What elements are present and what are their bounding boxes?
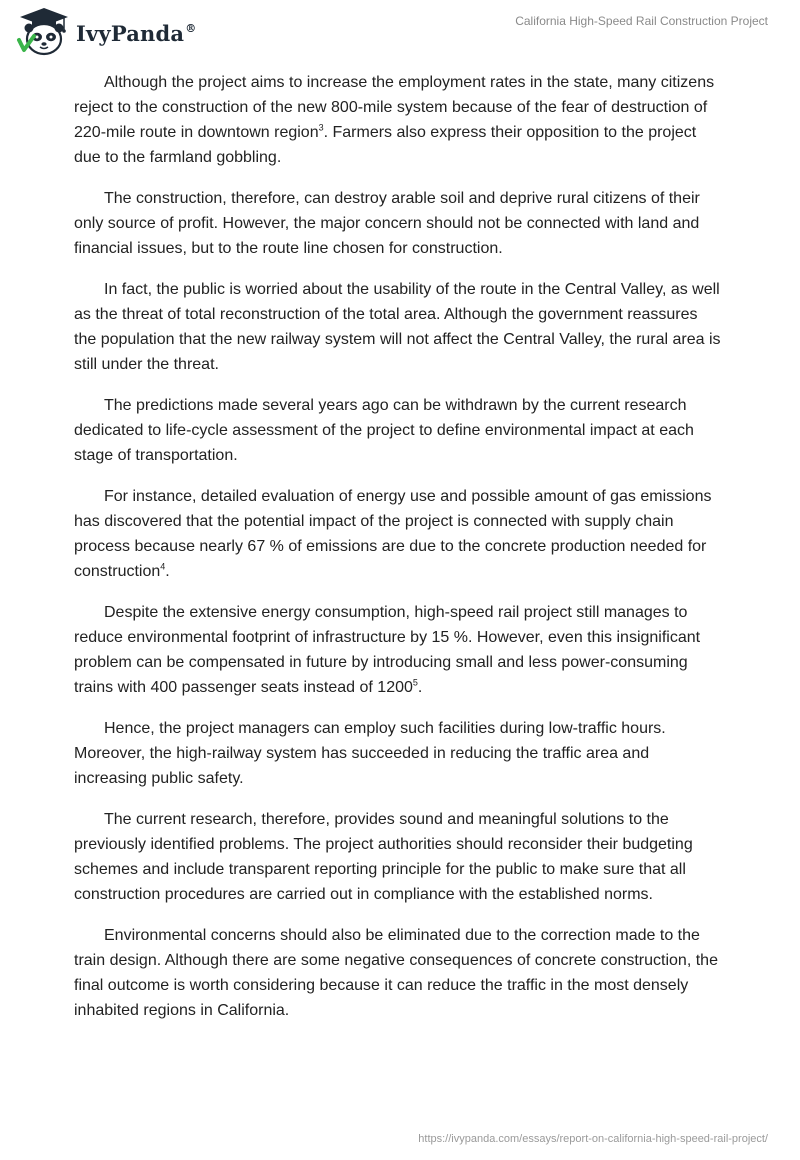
paragraph-text: Despite the extensive energy consumption, high-speed rail project still manages to reduce environmental footprint of infrastructure by 15 %. However, even this insignificant problem can be compensated in future by introducing small and less power-consuming trains with 400 passenger seats instead of 1200 xyxy=(74,604,701,696)
paragraph xyxy=(74,484,724,584)
paragraph xyxy=(74,923,724,1023)
source-url[interactable]: https://ivypanda.com/essays/report-on-california-high-speed-rail-project/ xyxy=(418,1133,768,1145)
document-title: California High-Speed Rail Construction Project xyxy=(515,14,768,28)
paragraph-text: Environmental concerns should also be eliminated due to the correction made to the train design. Although there are some negative consequences of concrete construction, the final outcome is worth considering because it can reduce the traffic in the most densely inhabited regions in California. xyxy=(74,927,718,1019)
registered-mark: ® xyxy=(185,21,197,35)
footnote-ref[interactable]: 5 xyxy=(412,677,418,688)
essay-body xyxy=(74,70,724,1039)
paragraph xyxy=(74,393,724,468)
page-header xyxy=(0,0,800,70)
brand-name xyxy=(76,21,196,46)
paragraph xyxy=(74,716,724,791)
brand-name-text: IvyPanda xyxy=(76,20,185,46)
paragraph xyxy=(74,277,724,377)
paragraph-text: Although the project aims to increase the employment rates in the state, many citizens reject to the construction of the new 800-mile system because of the fear of destruction of 220-mile route in downtown region xyxy=(74,74,715,141)
paragraph-text-cont: . xyxy=(165,563,170,580)
paragraph xyxy=(74,807,724,907)
paragraph-text-cont: . Farmers also express their opposition to the project due to the farmland gobbling. xyxy=(74,124,697,166)
paragraph-text: The current research, therefore, provides sound and meaningful solutions to the previously identified problems. The project authorities should reconsider their budgeting schemes and include transparent reporting principle for the public to make sure that all construction procedures are carried out in compliance with the established norms. xyxy=(74,811,693,903)
paragraph-text: The predictions made several years ago can be withdrawn by the current research dedicated to life-cycle assessment of the project to define environmental impact at each stage of transportation. xyxy=(74,397,694,464)
brand-logo[interactable] xyxy=(16,6,196,58)
paragraph xyxy=(74,186,724,261)
paragraph xyxy=(74,600,724,700)
panda-graduate-icon xyxy=(16,6,72,58)
paragraph-text: The construction, therefore, can destroy arable soil and deprive rural citizens of their only source of profit. However, the major concern should not be connected with land and financial issues, but to the route line chosen for construction. xyxy=(74,190,700,257)
paragraph-text: For instance, detailed evaluation of energy use and possible amount of gas emissions has discovered that the potential impact of the project is connected with supply chain process because nearly 67 % of emissions are due to the concrete production needed for construction xyxy=(74,488,712,580)
paragraph-text: Hence, the project managers can employ such facilities during low-traffic hours. Moreover, the high-railway system has succeeded in reducing the traffic area and increasing public safety. xyxy=(74,720,666,787)
paragraph-text-cont: . xyxy=(417,679,423,696)
footnote-ref[interactable]: 4 xyxy=(160,561,166,572)
paragraph-text: In fact, the public is worried about the usability of the route in the Central Valley, as well as the threat of total reconstruction of the total area. Although the government reassures the population that the new railway system will not affect the Central Valley, the rural area is still under the threat. xyxy=(74,281,721,373)
paragraph xyxy=(74,70,724,170)
footnote-ref[interactable]: 3 xyxy=(318,122,324,133)
